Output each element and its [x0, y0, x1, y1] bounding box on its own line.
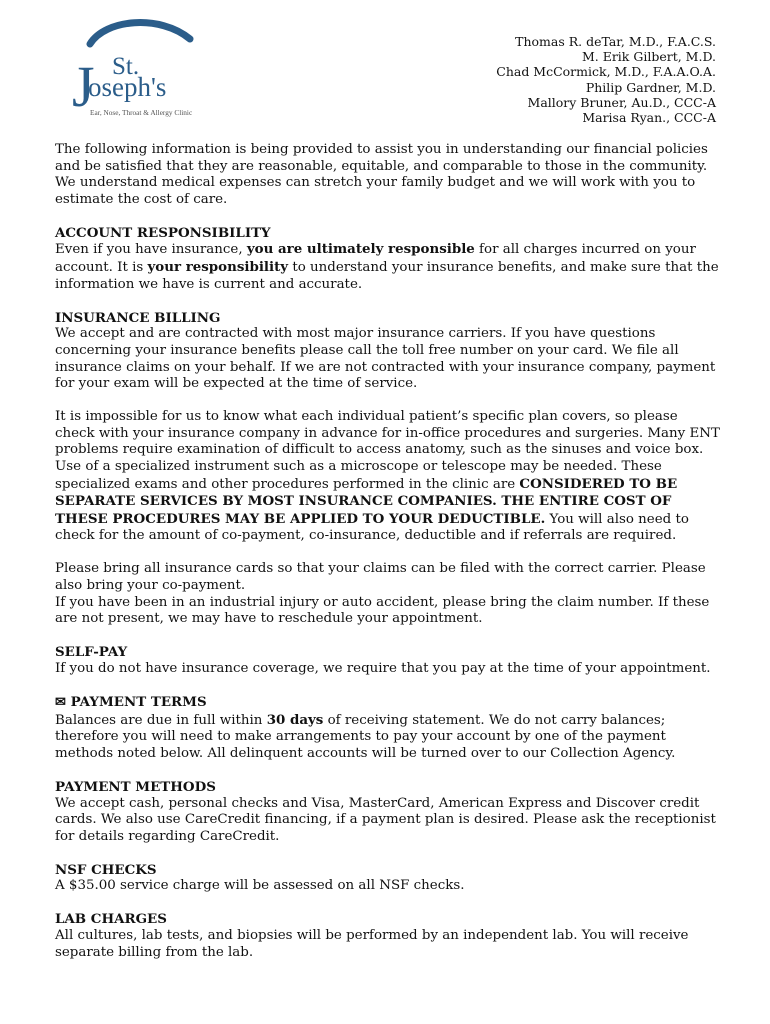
policy-body — [55, 142, 720, 978]
logo-subtitle: Ear, Nose, Throat & Allergy Clinic — [90, 108, 193, 117]
doctor-list — [496, 34, 716, 125]
envelope-icon: ✉ — [55, 695, 66, 711]
account-text-3: to understand your insurance benefits, and make sure that the information we have is current and accurate. — [55, 260, 719, 292]
account-section — [55, 225, 720, 293]
nsf-heading: NSF CHECKS — [55, 861, 157, 878]
doctor-name: Mallory Bruner, Au.D., CCC-A — [527, 94, 716, 110]
logo-graphic — [50, 14, 210, 124]
insurance-p2-text-c: You will also need to check for the amount of co-payment, co-insurance, deductible and if referrals are required. — [55, 511, 689, 544]
payment-terms-section — [55, 694, 720, 762]
svg-text:oseph's: oseph's — [88, 72, 167, 102]
insurance-heading: INSURANCE BILLING — [55, 309, 221, 326]
account-text-1: Even if you have insurance, — [55, 242, 247, 258]
selfpay-text: If you do not have insurance coverage, we require that you pay at the time of your appointment. — [55, 660, 711, 676]
insurance-paragraph-2 — [55, 409, 720, 545]
doctor-name: M. Erik Gilbert, M.D. — [581, 49, 716, 65]
doctor-name: Chad McCormick, M.D., F.A.A.O.A. — [496, 64, 716, 80]
payment-terms-heading: PAYMENT TERMS — [70, 694, 207, 711]
lab-heading: LAB CHARGES — [55, 911, 167, 928]
payment-methods-section — [55, 779, 720, 845]
insurance-paragraph-3 — [55, 561, 720, 627]
insurance-paragraph-1: We accept and are contracted with most major insurance carriers. If you have questions concerning your insurance benefits please call the toll free number on your card. We file all insurance claims on your behalf. If we are not contracted with your insurance company, payment for your exam will be expected at the time of service. — [55, 326, 716, 392]
clinic-logo — [50, 14, 210, 124]
insurance-p2-bold: CONSIDERED TO BE SEPARATE SERVICES BY MOST INSURANCE COMPANIES. THE ENTIRE COST OF THESE PROCEDURES MAY BE APPLIED TO YOUR DEDUCTIBLE. — [55, 475, 678, 527]
payment-terms-heading-line — [55, 694, 720, 712]
payment-terms-text-1: Balances are due in full within — [55, 712, 267, 728]
doctor-name: Marisa Ryan., CCC-A — [582, 110, 716, 126]
svg-text:J: J — [72, 54, 95, 119]
nsf-text: A $35.00 service charge will be assessed on all NSF checks. — [55, 878, 465, 894]
account-bold-1: you are ultimately responsible — [246, 241, 475, 258]
lab-text: All cultures, lab tests, and biopsies will be performed by an independent lab. You will receive separate billing from the lab. — [55, 928, 689, 960]
payment-methods-text: We accept cash, personal checks and Visa, MasterCard, American Express and Discover credit cards. We also use CareCredit financing, if a payment plan is desired. Please ask the receptionist for details regarding CareCredit. — [55, 795, 716, 844]
intro-paragraph: The following information is being provided to assist you in understanding our financial policies and be satisfied that they are reasonable, equitable, and comparable to those in the community. We understand medical expenses can stretch your family budget and we will work with you to estimate the cost of care. — [55, 142, 708, 207]
payment-terms-text-2: of receiving statement. We do not carry balances; therefore you will need to make arrangements to pay your account by one of the payment methods noted below. All delinquent accounts will be turned over to our Collection Agency. — [55, 712, 676, 761]
doctor-name: Thomas R. deTar, M.D., F.A.C.S. — [515, 34, 716, 49]
selfpay-heading: SELF-PAY — [55, 644, 128, 661]
account-text-2: for all charges incurred on your account. It is — [55, 242, 696, 276]
insurance-p2-text-a: It is impossible for us to know what each individual patient’s specific plan covers, so please check with your insurance company in advance for in-office procedures and surgeries. Many ENT problems require examination of difficult to access anatomy, such as the sinuses and voice box. Use of a specialized instrument such as a microscope or telescope may be needed. These specialized exams and other procedures performed in the clinic are — [55, 409, 720, 492]
doctor-name: Philip Gardner, M.D. — [585, 79, 716, 95]
payment-terms-bold: 30 days — [266, 711, 324, 728]
payment-methods-heading: PAYMENT METHODS — [55, 778, 216, 795]
account-bold-2: your responsibility — [147, 259, 289, 276]
insurance-p3-line-b: If you have been in an industrial injury or auto accident, please bring the claim number. If these are not present, we may have to reschedule your appointment. — [55, 594, 710, 627]
nsf-section — [55, 862, 720, 895]
logo-line1: St. — [112, 53, 140, 80]
insurance-p3-line-a: Please bring all insurance cards so that your claims can be filed with the correct carrier. Please also bring your co-payment. — [55, 561, 706, 594]
lab-section — [55, 911, 720, 961]
insurance-section — [55, 310, 720, 393]
account-heading: ACCOUNT RESPONSIBILITY — [55, 224, 271, 241]
selfpay-section — [55, 644, 720, 677]
